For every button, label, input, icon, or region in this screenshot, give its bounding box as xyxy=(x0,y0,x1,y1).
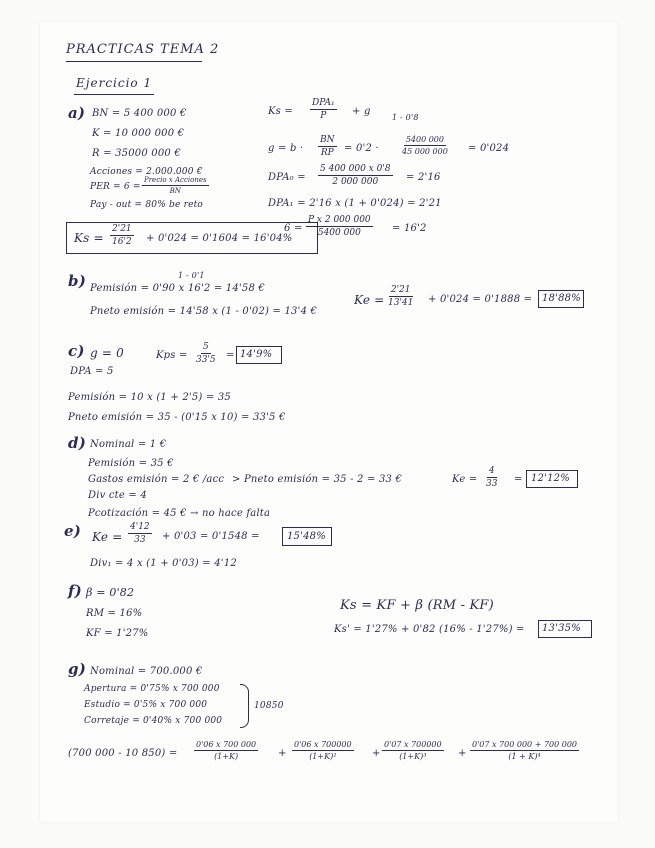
a-dpa1: DPA₁ = 2'16 x (1 + 0'024) = 2'21 xyxy=(268,198,442,209)
g-plus-3: + xyxy=(458,748,467,759)
b-ke-num: 2'21 xyxy=(390,285,411,295)
d-ke-lhs: Ke = xyxy=(452,474,478,485)
a-g-den: RP xyxy=(320,148,334,158)
d-pcot: Pcotización = 45 € → no hace falta xyxy=(88,508,271,519)
a-ks-lhs: Ks = xyxy=(268,106,293,117)
a-six-num: P x 2 000 000 xyxy=(308,215,371,225)
b-ke-mid: + 0'024 = 0'1888 = xyxy=(428,294,533,305)
g-corretaje: Corretaje = 0'40% x 700 000 xyxy=(84,716,223,726)
c-kps-res: 14'9% xyxy=(240,349,273,360)
a-six-res: = 16'2 xyxy=(392,223,427,234)
a-dpa0-den: 2 000 000 xyxy=(332,177,379,187)
f-ks2: Ks' = 1'27% + 0'82 (16% - 1'27%) = xyxy=(334,624,525,635)
a-g-fraction xyxy=(318,135,337,158)
c-pem: Pemisión = 10 x (1 + 2'5) = 35 xyxy=(68,392,231,403)
c-kps-fraction xyxy=(196,342,216,365)
section-b-label: b) xyxy=(68,272,86,290)
a-per-lhs: PER = 6 = xyxy=(90,182,141,192)
c-g: g = 0 xyxy=(90,346,124,360)
g-total: 10850 xyxy=(254,701,284,711)
exercise-title: Ejercicio 1 xyxy=(76,76,153,90)
c-kps-eq: = xyxy=(226,350,235,361)
f-rm: RM = 16% xyxy=(86,608,143,619)
section-g-label: g) xyxy=(68,660,86,678)
b-pem-note: 1 - 0'1 xyxy=(178,271,205,280)
g-fraction-3 xyxy=(382,740,444,761)
f-ks: Ks = KF + β (RM - KF) xyxy=(340,598,494,613)
a-g-res: = 0'024 xyxy=(468,143,510,154)
g-estudio: Estudio = 0'5% x 700 000 xyxy=(84,700,208,710)
a-six-den: 5400 000 xyxy=(317,228,361,238)
exercise-underline xyxy=(74,94,154,95)
a-g-lhs: g = b · xyxy=(268,143,304,154)
title-underline xyxy=(66,61,202,62)
g-nominal: Nominal = 700.000 € xyxy=(90,666,203,677)
e-ke-mid: + 0'03 = 0'1548 = xyxy=(162,531,260,542)
a-g-num2: 5400 000 xyxy=(405,135,444,144)
a-res-lhs: Ks = xyxy=(74,231,104,245)
c-dpa: DPA = 5 xyxy=(70,366,114,377)
a-per-fraction xyxy=(142,176,209,195)
a-six-lhs: 6 = xyxy=(284,223,303,234)
a-per-num: Precio x Acciones xyxy=(144,176,207,184)
a-bn: BN = 5 400 000 € xyxy=(92,108,187,119)
e-ke-lhs: Ke = xyxy=(92,530,123,544)
b-ke-lhs: Ke = xyxy=(354,293,385,307)
a-g-den2: 45 000 000 xyxy=(402,147,448,156)
d-ke-num: 4 xyxy=(488,466,495,476)
a-dpa0-res: = 2'16 xyxy=(406,172,441,183)
e-ke-fraction xyxy=(128,522,152,545)
a-k: K = 10 000 000 € xyxy=(92,128,185,139)
a-payout: Pay - out = 80% be reto xyxy=(90,200,204,210)
g-fraction-2 xyxy=(292,740,354,761)
f-beta: β = 0'82 xyxy=(86,586,135,599)
g-f1-num: 0'06 x 700 000 xyxy=(196,740,257,749)
a-acciones: Acciones = 2.000.000 € xyxy=(90,167,203,177)
e-ke-num: 4'12 xyxy=(130,522,150,532)
d-ke-res: 12'12% xyxy=(531,473,570,484)
b-ke-res: 18'88% xyxy=(542,293,581,304)
g-f1-den: (1+K) xyxy=(214,752,239,761)
a-res-num: 2'21 xyxy=(112,224,132,234)
b-pneto: Pneto emisión = 14'58 x (1 - 0'02) = 13'4 € xyxy=(90,306,318,317)
a-dpa0-lhs: DPA₀ = xyxy=(268,172,306,183)
section-d-label: d) xyxy=(68,434,86,452)
page-title: PRACTICAS TEMA 2 xyxy=(66,42,220,57)
a-ks-note: 1 - 0'8 xyxy=(392,113,419,122)
c-kps-lhs: Kps = xyxy=(156,350,188,361)
a-ks-den: P xyxy=(320,111,327,121)
a-res-den: 16'2 xyxy=(112,237,132,247)
g-apertura: Apertura = 0'75% x 700 000 xyxy=(84,684,220,694)
f-kf: KF = 1'27% xyxy=(86,628,149,639)
d-nominal: Nominal = 1 € xyxy=(90,439,167,450)
a-dpa0-fraction xyxy=(318,164,393,187)
e-ke-den: 33 xyxy=(134,535,146,545)
g-lhs: (700 000 - 10 850) = xyxy=(68,748,178,759)
f-ks2-res: 13'35% xyxy=(542,623,581,634)
a-dpa0-num: 5 400 000 x 0'8 xyxy=(320,164,391,174)
g-f2-den: (1+K)² xyxy=(309,752,337,761)
c-kps-num: 5 xyxy=(202,342,209,352)
a-ks-fraction xyxy=(310,98,337,121)
b-pem: Pemisión = 0'90 x 16'2 = 14'58 € xyxy=(90,283,265,294)
g-f3-num: 0'07 x 700000 xyxy=(384,740,442,749)
g-fraction-4 xyxy=(470,740,579,761)
g-plus-1: + xyxy=(278,748,287,759)
g-f2-num: 0'06 x 700000 xyxy=(294,740,352,749)
a-g-mid: = 0'2 · xyxy=(344,143,379,154)
a-per-den: BN xyxy=(169,187,181,195)
section-f-label: f) xyxy=(68,582,82,600)
b-ke-den: 13'41 xyxy=(388,298,414,308)
a-r: R = 35000 000 € xyxy=(92,148,181,159)
a-ks-plus: + g xyxy=(352,106,371,117)
g-fraction-1 xyxy=(194,740,258,761)
d-pem: Pemisión = 35 € xyxy=(88,458,174,469)
g-brace xyxy=(240,684,249,728)
g-plus-2: + xyxy=(372,748,381,759)
section-a-label: a) xyxy=(68,104,86,122)
section-c-label: c) xyxy=(68,342,85,360)
e-div1: Div₁ = 4 x (1 + 0'03) = 4'12 xyxy=(90,558,237,569)
a-ks-num: DPA₁ xyxy=(312,98,335,108)
g-f3-den: (1+K)³ xyxy=(399,752,427,761)
d-gastos: Gastos emisión = 2 € /acc xyxy=(88,474,225,485)
c-pneto: Pneto emisión = 35 - (0'15 x 10) = 33'5 € xyxy=(68,412,286,423)
d-ke-fraction xyxy=(486,466,497,489)
a-res-fraction xyxy=(110,224,134,247)
d-ke-eq: = xyxy=(514,474,523,485)
c-kps-den: 33'5 xyxy=(196,355,216,365)
d-div: Div cte = 4 xyxy=(88,490,147,501)
b-ke-fraction xyxy=(388,285,413,308)
e-ke-res: 15'48% xyxy=(287,531,326,542)
d-ke-den: 33 xyxy=(486,479,498,489)
a-res-rhs: + 0'024 = 0'1604 = 16'04% xyxy=(146,233,293,244)
g-f4-num: 0'07 x 700 000 + 700 000 xyxy=(472,740,578,749)
a-g-num: BN xyxy=(320,135,335,145)
d-arrow-pneto: > Pneto emisión = 35 - 2 = 33 € xyxy=(232,474,403,485)
section-e-label: e) xyxy=(64,522,82,540)
g-f4-den: (1 + K)⁴ xyxy=(508,752,541,761)
a-g-fraction2 xyxy=(402,135,448,156)
